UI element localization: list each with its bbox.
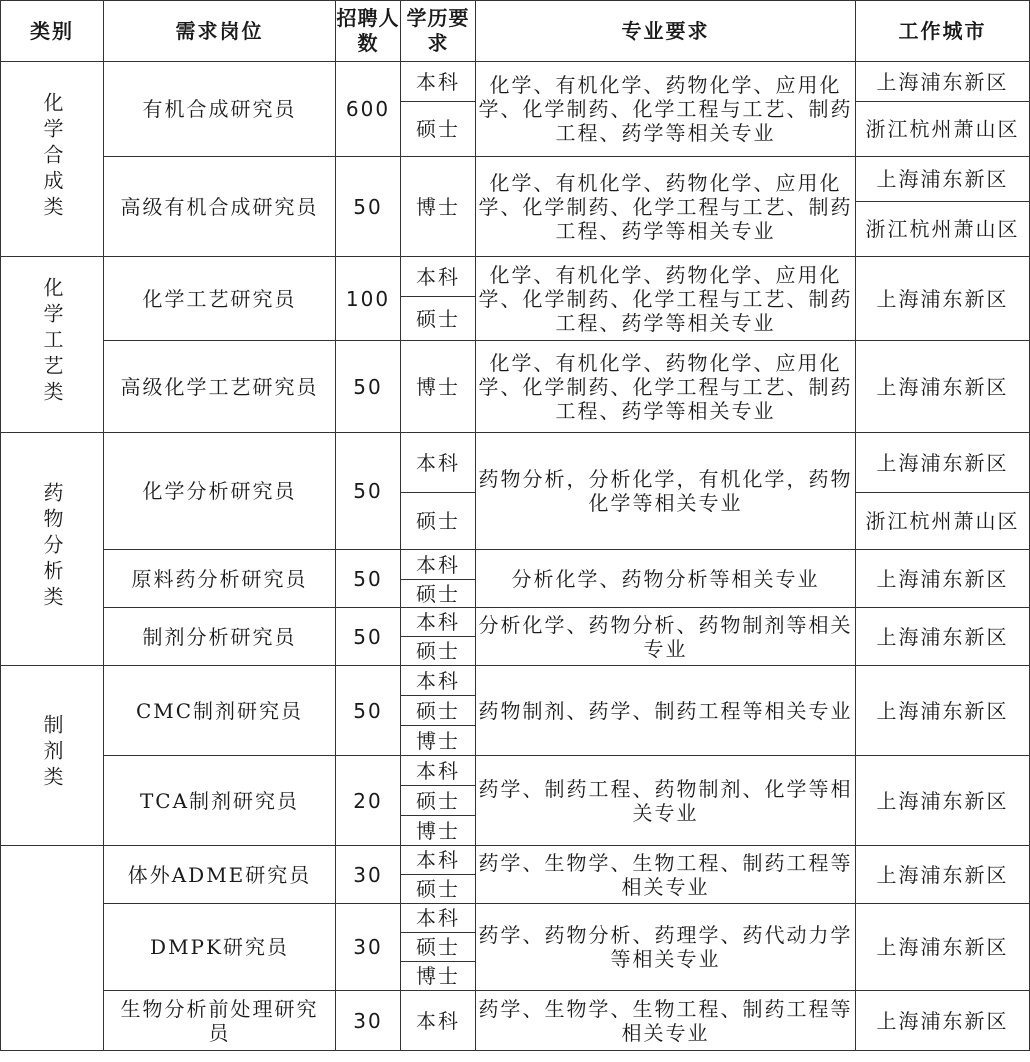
position-cell: 高级有机合成研究员: [104, 157, 336, 257]
position-name: CMC制剂研究员: [135, 698, 304, 723]
degree-cell: 本科: [401, 550, 476, 580]
position-cell: 化学工艺研究员: [104, 257, 336, 341]
table-row: [1, 666, 1030, 696]
header-headcount: 招聘人数: [336, 1, 401, 62]
degree-cell: 本科: [401, 904, 476, 933]
degree-cell: 硕士: [401, 786, 476, 816]
degree-cell: 硕士: [401, 493, 476, 550]
position-cell: DMPK研究员: [104, 904, 336, 991]
headcount-cell: 30: [336, 846, 401, 904]
degree-cell: 博士: [401, 726, 476, 756]
city-cell: 上海浦东新区: [856, 666, 1030, 756]
degree-cell: 本科: [401, 62, 476, 102]
city-cell: 上海浦东新区: [856, 756, 1030, 846]
table-row: [1, 433, 1030, 493]
headcount-cell: 50: [336, 666, 401, 756]
degree-cell: 本科: [401, 991, 476, 1051]
degree-cell: 硕士: [401, 637, 476, 666]
header-row: [1, 1, 1030, 62]
degree-cell: 博士: [401, 816, 476, 846]
degree-cell: 硕士: [401, 875, 476, 904]
city-cell: 上海浦东新区: [856, 991, 1030, 1051]
position-cell: [104, 666, 336, 756]
category-label: 药物分析类: [40, 481, 64, 612]
headcount-cell: 100: [336, 257, 401, 341]
position-cell: 化学分析研究员: [104, 433, 336, 550]
position-cell: 制剂分析研究员: [104, 608, 336, 666]
header-city: 工作城市: [856, 1, 1030, 62]
table-row: [1, 991, 1030, 1051]
major-cell: 药学、药物分析、药理学、药代动力学等相关专业: [476, 904, 856, 991]
major-cell: 化学、有机化学、药物化学、应用化学、化学制药、化学工程与工艺、制药工程、药学等相关专业: [476, 157, 856, 257]
category-cell: [1, 433, 104, 666]
headcount-cell: 50: [336, 157, 401, 257]
table-row: [1, 756, 1030, 786]
degree-cell: 硕士: [401, 933, 476, 962]
degree-cell: 硕士: [401, 297, 476, 341]
major-cell: 分析化学、药物分析等相关专业: [476, 550, 856, 608]
table-row: [1, 62, 1030, 102]
table-row: [1, 608, 1030, 637]
degree-cell: 博士: [401, 962, 476, 991]
degree-cell: 硕士: [401, 102, 476, 157]
city-cell: 上海浦东新区: [856, 157, 1030, 202]
city-cell: 浙江杭州萧山区: [856, 202, 1030, 257]
position-name: TCA制剂研究员: [139, 788, 300, 813]
position-cell: 体外ADME研究员: [104, 846, 336, 904]
major-cell: 化学、有机化学、药物化学、应用化学、化学制药、化学工程与工艺、制药工程、药学等相关专业: [476, 257, 856, 341]
header-degree: 学历要求: [401, 1, 476, 62]
major-cell: 药学、生物学、生物工程、制药工程等相关专业: [476, 846, 856, 904]
table-row: [1, 904, 1030, 933]
category-label: 化学工艺类: [40, 277, 64, 407]
header-category: 类别: [1, 1, 104, 62]
city-cell: 上海浦东新区: [856, 608, 1030, 666]
degree-cell: 本科: [401, 666, 476, 696]
category-label: 制剂类: [40, 714, 64, 792]
degree-cell: 硕士: [401, 580, 476, 608]
position-cell: 生物分析前处理研究员: [104, 991, 336, 1051]
degree-cell: 本科: [401, 756, 476, 786]
table-row: [1, 257, 1030, 297]
degree-cell: 本科: [401, 433, 476, 493]
category-cell: [1, 62, 104, 257]
header-position: 需求岗位: [104, 1, 336, 62]
city-cell: 上海浦东新区: [856, 341, 1030, 433]
category-label: 化学合成类: [40, 91, 64, 222]
major-cell: 药学、生物学、生物工程、制药工程等相关专业: [476, 991, 856, 1051]
major-cell: 药学、制药工程、药物制剂、化学等相关专业: [476, 756, 856, 846]
headcount-cell: 20: [336, 756, 401, 846]
city-cell: 浙江杭州萧山区: [856, 493, 1030, 550]
city-cell: 浙江杭州萧山区: [856, 102, 1030, 157]
city-cell: 上海浦东新区: [856, 62, 1030, 102]
header-major: 专业要求: [476, 1, 856, 62]
city-cell: 上海浦东新区: [856, 257, 1030, 341]
degree-cell: 本科: [401, 846, 476, 875]
city-cell: 上海浦东新区: [856, 433, 1030, 493]
degree-cell: 硕士: [401, 696, 476, 726]
category-cell: [1, 846, 104, 1051]
major-cell: 分析化学、药物分析、药物制剂等相关专业: [476, 608, 856, 666]
city-cell: 上海浦东新区: [856, 904, 1030, 991]
major-cell: 药物分析，分析化学，有机化学，药物化学等相关专业: [476, 433, 856, 550]
headcount-cell: 30: [336, 904, 401, 991]
headcount-cell: 30: [336, 991, 401, 1051]
city-cell: 上海浦东新区: [856, 846, 1030, 904]
table-row: [1, 341, 1030, 433]
headcount-cell: 50: [336, 341, 401, 433]
major-cell: 药物制剂、药学、制药工程等相关专业: [476, 666, 856, 756]
major-cell: 化学、有机化学、药物化学、应用化学、化学制药、化学工程与工艺、制药工程、药学等相关专业: [476, 341, 856, 433]
headcount-cell: 600: [336, 62, 401, 157]
position-cell: 原料药分析研究员: [104, 550, 336, 608]
major-cell: 化学、有机化学、药物化学、应用化学、化学制药、化学工程与工艺、制药工程、药学等相关专业: [476, 62, 856, 157]
position-cell: [104, 756, 336, 846]
table-row: [1, 846, 1030, 875]
table-row: [1, 157, 1030, 202]
category-cell: [1, 257, 104, 433]
headcount-cell: 50: [336, 608, 401, 666]
degree-cell: 本科: [401, 257, 476, 297]
category-cell: [1, 666, 104, 846]
position-cell: 高级化学工艺研究员: [104, 341, 336, 433]
headcount-cell: 50: [336, 550, 401, 608]
degree-cell: 博士: [401, 157, 476, 257]
table-row: [1, 550, 1030, 580]
position-cell: 有机合成研究员: [104, 62, 336, 157]
city-cell: 上海浦东新区: [856, 550, 1030, 608]
headcount-cell: 50: [336, 433, 401, 550]
degree-cell: 本科: [401, 608, 476, 637]
degree-cell: 博士: [401, 341, 476, 433]
